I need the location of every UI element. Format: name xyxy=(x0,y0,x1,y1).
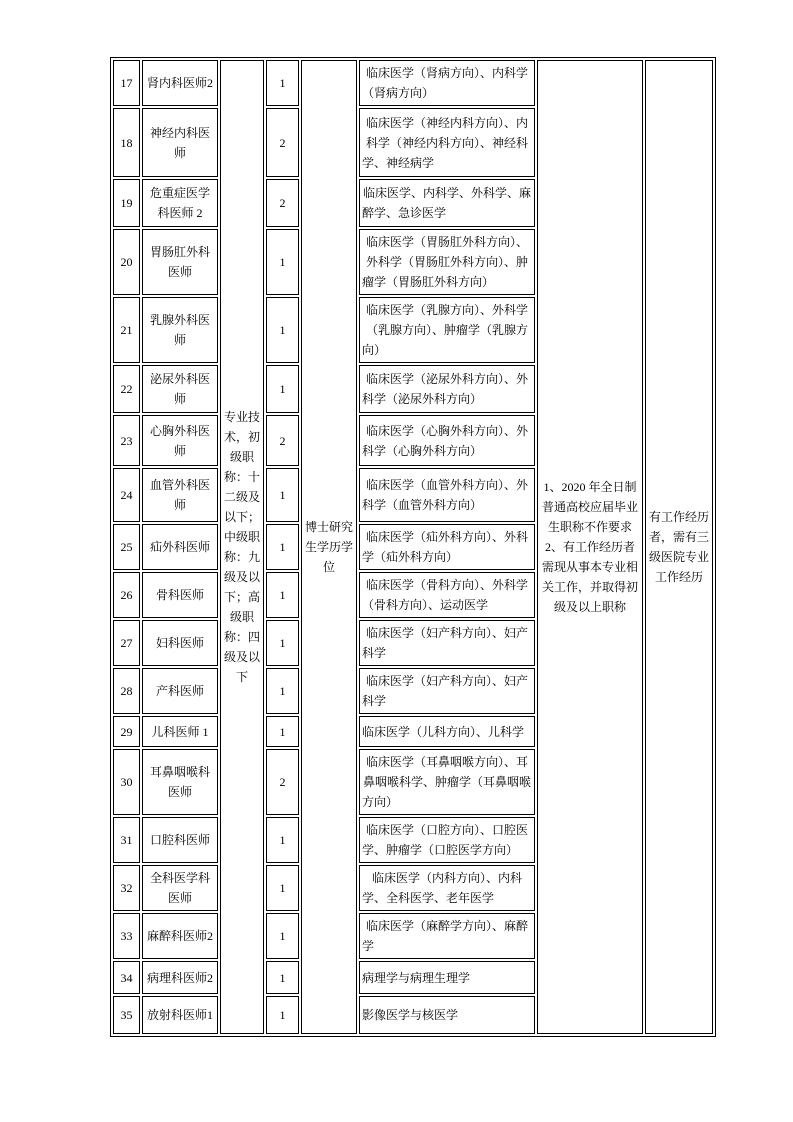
position-name-cell: 肾内科医师2 xyxy=(142,60,218,106)
majors-cell: 临床医学（耳鼻咽喉方向）、耳鼻咽喉科学、肿瘤学（耳鼻咽喉方向） xyxy=(359,749,535,815)
row-number-cell: 22 xyxy=(113,365,140,413)
position-name-cell: 骨科医师 xyxy=(142,572,218,618)
majors-cell: 临床医学（儿科方向）、儿科学 xyxy=(359,716,535,747)
row-number-cell: 18 xyxy=(113,108,140,177)
position-name-cell: 妇科医师 xyxy=(142,620,218,666)
position-name-cell: 泌尿外科医师 xyxy=(142,365,218,413)
count-cell: 2 xyxy=(266,108,299,177)
count-cell: 1 xyxy=(266,524,299,570)
count-cell: 1 xyxy=(266,961,299,994)
title-level-cell: 专业技术，初级职称：十二级及以下；中级职称：九级及以下；高级职称：四级及以下 xyxy=(220,60,264,1034)
majors-cell: 临床医学（疝外科方向）、外科学（疝外科方向） xyxy=(359,524,535,570)
degree-requirement-cell: 博士研究生学历学位 xyxy=(301,60,357,1034)
majors-cell: 临床医学（神经内科方向）、内科学（神经内科方向）、神经科学、神经病学 xyxy=(359,108,535,177)
count-cell: 2 xyxy=(266,179,299,227)
row-number-cell: 29 xyxy=(113,716,140,747)
row-number-cell: 32 xyxy=(113,865,140,911)
table-row xyxy=(113,60,713,106)
majors-cell: 临床医学（麻醉学方向）、麻醉学 xyxy=(359,913,535,959)
majors-cell: 病理学与病理生理学 xyxy=(359,961,535,994)
count-cell: 1 xyxy=(266,229,299,295)
row-number-cell: 17 xyxy=(113,60,140,106)
majors-cell: 临床医学（肾病方向）、内科学（肾病方向） xyxy=(359,60,535,106)
majors-cell: 临床医学（内科方向）、内科学、全科医学、老年医学 xyxy=(359,865,535,911)
work-experience-cell: 有工作经历者，需有三级医院专业工作经历 xyxy=(645,60,713,1034)
count-cell: 1 xyxy=(266,620,299,666)
count-cell: 1 xyxy=(266,572,299,618)
majors-cell: 临床医学（泌尿外科方向）、外科学（泌尿外科方向） xyxy=(359,365,535,413)
other-requirements-cell: 1、2020 年全日制普通高校应届毕业生职称不作要求 2、有工作经历者需现从事本专业相关工作，并取得初级及以上职称 xyxy=(537,60,643,1034)
count-cell: 1 xyxy=(266,60,299,106)
majors-cell: 临床医学（心胸外科方向）、外科学（心胸外科方向） xyxy=(359,415,535,466)
position-name-cell: 神经内科医师 xyxy=(142,108,218,177)
row-number-cell: 31 xyxy=(113,817,140,863)
position-name-cell: 疝外科医师 xyxy=(142,524,218,570)
row-number-cell: 28 xyxy=(113,668,140,714)
row-number-cell: 24 xyxy=(113,468,140,522)
majors-cell: 临床医学（骨科方向）、外科学（骨科方向）、运动医学 xyxy=(359,572,535,618)
majors-cell: 临床医学（乳腺方向）、外科学（乳腺方向）、肿瘤学（乳腺方向） xyxy=(359,297,535,363)
position-name-cell: 放射科医师1 xyxy=(142,996,218,1034)
position-name-cell: 血管外科医师 xyxy=(142,468,218,522)
position-name-cell: 耳鼻咽喉科医师 xyxy=(142,749,218,815)
count-cell: 1 xyxy=(266,668,299,714)
position-name-cell: 麻醉科医师2 xyxy=(142,913,218,959)
majors-cell: 临床医学（妇产科方向）、妇产科学 xyxy=(359,668,535,714)
majors-cell: 临床医学（妇产科方向）、妇产科学 xyxy=(359,620,535,666)
count-cell: 1 xyxy=(266,297,299,363)
row-number-cell: 26 xyxy=(113,572,140,618)
position-name-cell: 危重症医学科医师 2 xyxy=(142,179,218,227)
position-name-cell: 儿科医师 1 xyxy=(142,716,218,747)
count-cell: 1 xyxy=(266,865,299,911)
position-name-cell: 病理科医师2 xyxy=(142,961,218,994)
row-number-cell: 33 xyxy=(113,913,140,959)
count-cell: 2 xyxy=(266,749,299,815)
row-number-cell: 23 xyxy=(113,415,140,466)
row-number-cell: 21 xyxy=(113,297,140,363)
position-name-cell: 胃肠肛外科医师 xyxy=(142,229,218,295)
position-name-cell: 产科医师 xyxy=(142,668,218,714)
count-cell: 1 xyxy=(266,468,299,522)
majors-cell: 影像医学与核医学 xyxy=(359,996,535,1034)
row-number-cell: 20 xyxy=(113,229,140,295)
majors-cell: 临床医学（口腔方向）、口腔医学、肿瘤学（口腔医学方向） xyxy=(359,817,535,863)
position-name-cell: 乳腺外科医师 xyxy=(142,297,218,363)
count-cell: 1 xyxy=(266,365,299,413)
count-cell: 2 xyxy=(266,415,299,466)
recruitment-table xyxy=(110,57,716,1037)
row-number-cell: 25 xyxy=(113,524,140,570)
majors-cell: 临床医学（胃肠肛外科方向）、外科学（胃肠肛外科方向）、肿瘤学（胃肠肛外科方向） xyxy=(359,229,535,295)
position-name-cell: 心胸外科医师 xyxy=(142,415,218,466)
count-cell: 1 xyxy=(266,996,299,1034)
row-number-cell: 35 xyxy=(113,996,140,1034)
count-cell: 1 xyxy=(266,913,299,959)
row-number-cell: 19 xyxy=(113,179,140,227)
position-name-cell: 全科医学科医师 xyxy=(142,865,218,911)
count-cell: 1 xyxy=(266,716,299,747)
row-number-cell: 30 xyxy=(113,749,140,815)
row-number-cell: 27 xyxy=(113,620,140,666)
row-number-cell: 34 xyxy=(113,961,140,994)
majors-cell: 临床医学（血管外科方向）、外科学（血管外科方向） xyxy=(359,468,535,522)
count-cell: 1 xyxy=(266,817,299,863)
position-name-cell: 口腔科医师 xyxy=(142,817,218,863)
majors-cell: 临床医学、内科学、外科学、麻醉学、急诊医学 xyxy=(359,179,535,227)
